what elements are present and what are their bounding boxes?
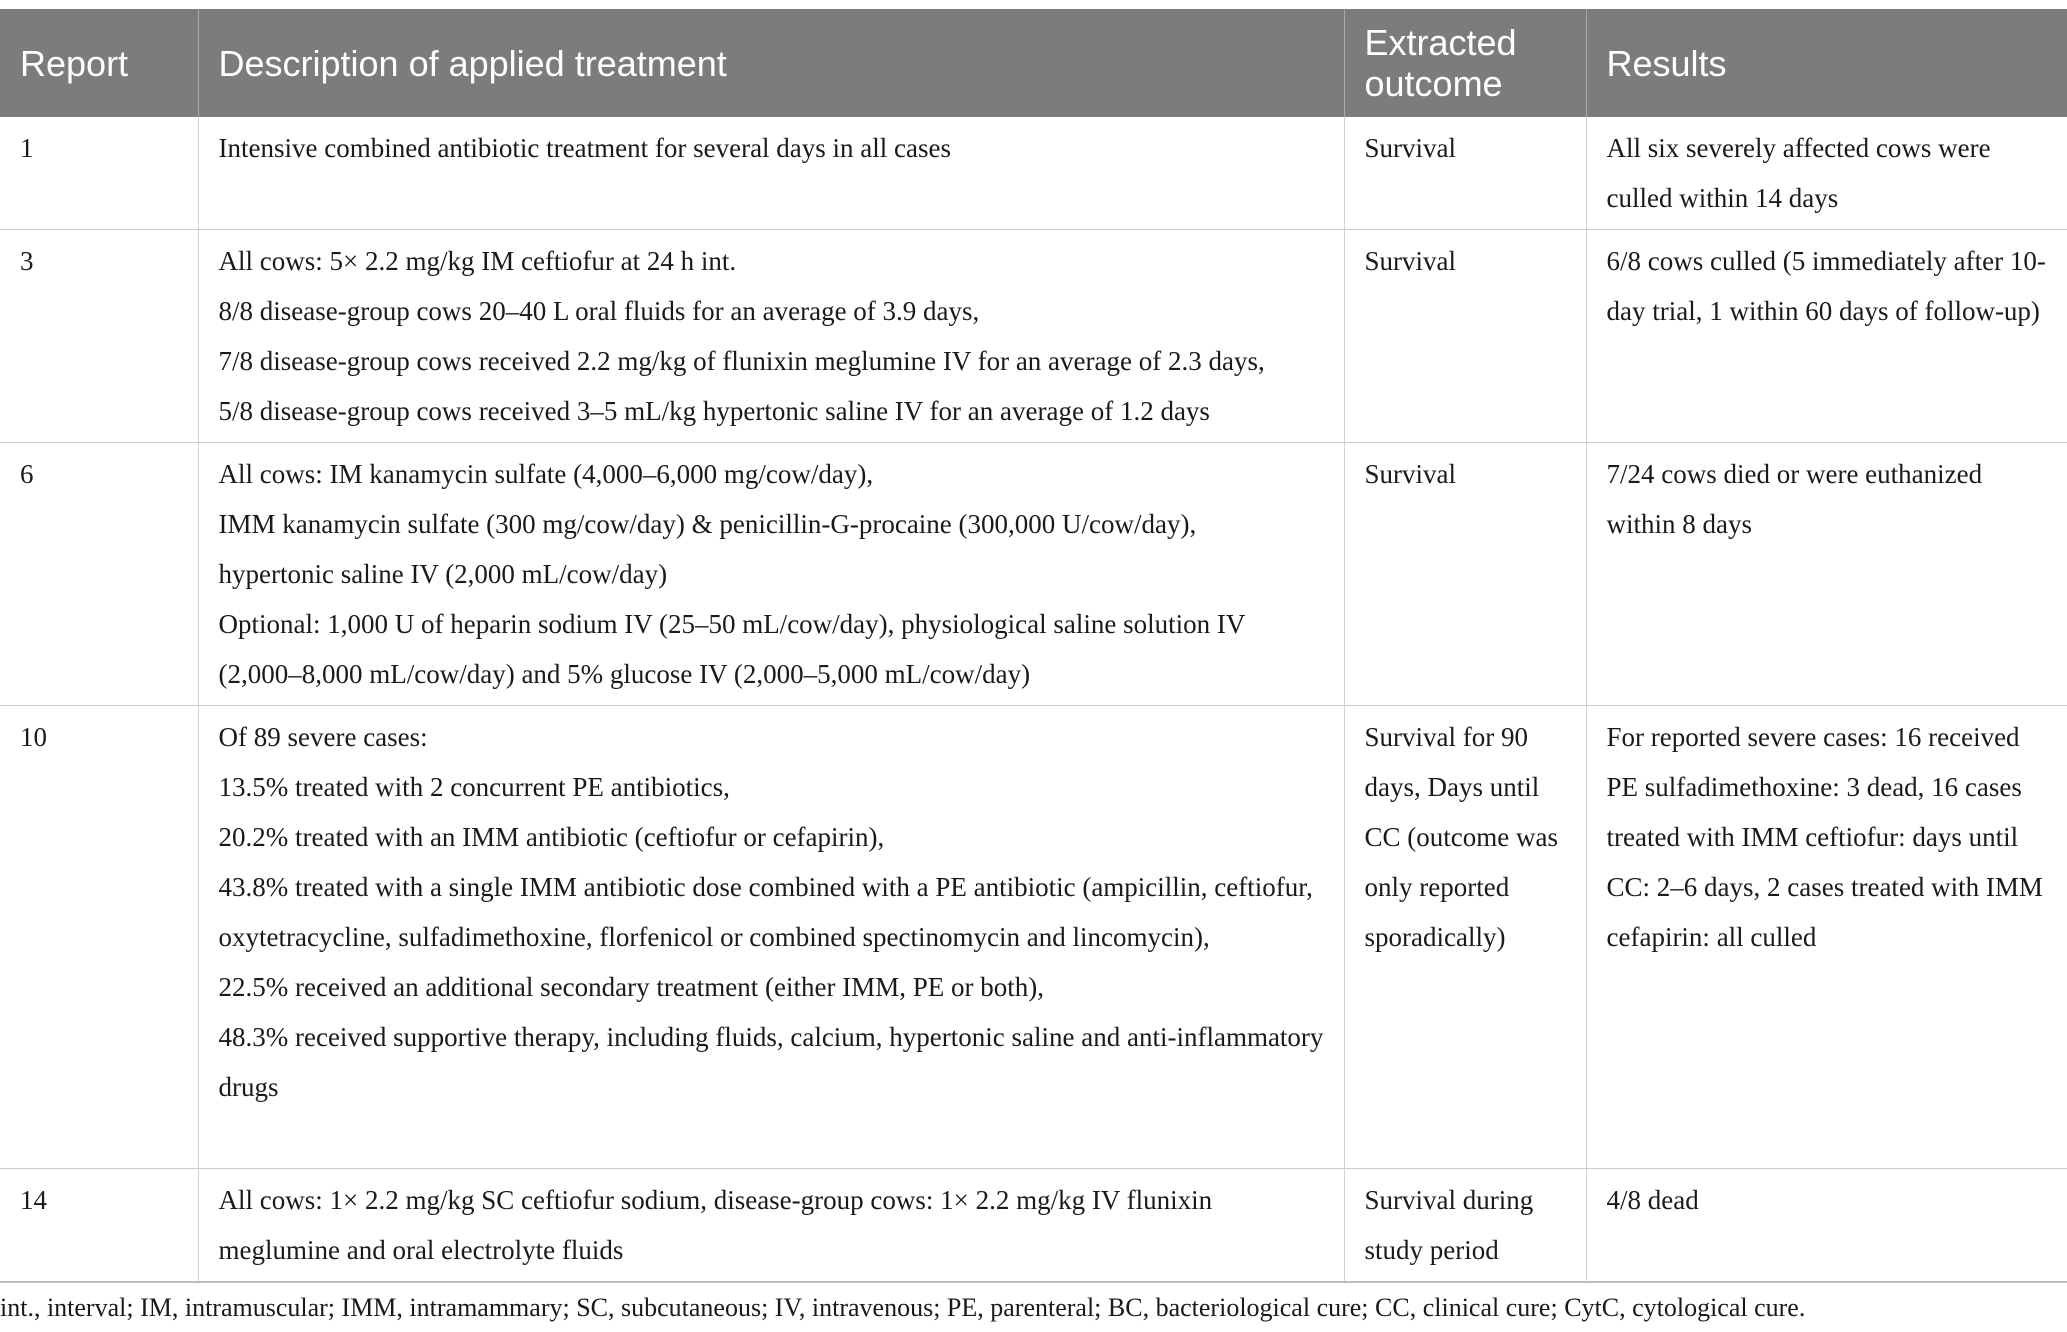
cell-report: 1: [0, 117, 198, 230]
description-line: 43.8% treated with a single IMM antibiotic dose combined with a PE antibiotic (ampicillin, ceftiofur, oxytetracycline, sulfadimethoxine, florfenicol or combined spectinomycin and lincomycin),: [218, 872, 1313, 952]
cell-report: 6: [0, 443, 198, 706]
description-line: 7/8 disease-group cows received 2.2 mg/kg of flunixin meglumine IV for an average of 2.3 days,: [218, 346, 1265, 376]
table-row: [0, 706, 2067, 1169]
header-results: Results: [1586, 9, 2067, 117]
cell-description: [198, 443, 1344, 706]
description-line: All cows: 5× 2.2 mg/kg IM ceftiofur at 24 h int.: [218, 246, 737, 276]
cell-results: 4/8 dead: [1586, 1169, 2067, 1283]
cell-results: All six severely affected cows were culled within 14 days: [1586, 117, 2067, 230]
cell-results: 6/8 cows culled (5 immediately after 10-day trial, 1 within 60 days of follow-up): [1586, 230, 2067, 443]
cell-outcome: Survival: [1344, 230, 1586, 443]
description-line: 5/8 disease-group cows received 3–5 mL/kg hypertonic saline IV for an average of 1.2 days: [218, 396, 1210, 426]
description-line: 48.3% received supportive therapy, including fluids, calcium, hypertonic saline and anti-inflammatory drugs: [218, 1022, 1324, 1102]
cell-description: [198, 706, 1344, 1169]
description-line: Intensive combined antibiotic treatment for several days in all cases: [218, 133, 951, 163]
cell-outcome: Survival: [1344, 117, 1586, 230]
description-line: 13.5% treated with 2 concurrent PE antibiotics,: [218, 772, 730, 802]
cell-outcome: Survival: [1344, 443, 1586, 706]
cell-description: [198, 117, 1344, 230]
description-line: hypertonic saline IV (2,000 mL/cow/day): [218, 559, 668, 589]
description-line: All cows: IM kanamycin sulfate (4,000–6,000 mg/cow/day),: [218, 459, 874, 489]
cell-report: 10: [0, 706, 198, 1169]
header-report: Report: [0, 9, 198, 117]
table-row: [0, 443, 2067, 706]
table-header-row: [0, 9, 2067, 117]
description-line: Of 89 severe cases:: [218, 722, 428, 752]
description-line: Optional: 1,000 U of heparin sodium IV (25–50 mL/cow/day), physiological saline solution IV (2,000–8,000 mL/cow/day) and 5% glucose IV (2,000–5,000 mL/cow/day): [218, 609, 1245, 689]
description-line: All cows: 1× 2.2 mg/kg SC ceftiofur sodium, disease-group cows: 1× 2.2 mg/kg IV flunixin meglumine and oral electrolyte fluids: [218, 1185, 1213, 1265]
cell-report: 3: [0, 230, 198, 443]
treatment-table: [0, 9, 2067, 1283]
cell-report: 14: [0, 1169, 198, 1283]
table-footnote: int., interval; IM, intramuscular; IMM, intramammary; SC, subcutaneous; IV, intravenous; PE, parenteral; BC, bacteriological cure; CC, clinical cure; CytC, cytological cure.: [0, 1293, 1806, 1322]
table-row: [0, 1169, 2067, 1283]
header-outcome: Extracted outcome: [1344, 9, 1586, 117]
table-row: [0, 117, 2067, 230]
header-description: Description of applied treatment: [198, 9, 1344, 117]
description-line: 20.2% treated with an IMM antibiotic (ceftiofur or cefapirin),: [218, 822, 885, 852]
treatment-table-container: [0, 9, 2067, 1283]
cell-results: For reported severe cases: 16 received PE sulfadimethoxine: 3 dead, 16 cases treated with IMM ceftiofur: days until CC: 2–6 days, 2 cases treated with IMM cefapirin: all culled: [1586, 706, 2067, 1169]
table-row: [0, 230, 2067, 443]
description-line: IMM kanamycin sulfate (300 mg/cow/day) & penicillin-G-procaine (300,000 U/cow/day),: [218, 509, 1197, 539]
cell-outcome: Survival during study period: [1344, 1169, 1586, 1283]
description-line: 8/8 disease-group cows 20–40 L oral fluids for an average of 3.9 days,: [218, 296, 980, 326]
cell-results: 7/24 cows died or were euthanized within 8 days: [1586, 443, 2067, 706]
cell-outcome: Survival for 90 days, Days until CC (outcome was only reported sporadically): [1344, 706, 1586, 1169]
description-line: 22.5% received an additional secondary treatment (either IMM, PE or both),: [218, 972, 1044, 1002]
cell-description: [198, 230, 1344, 443]
cell-description: [198, 1169, 1344, 1283]
